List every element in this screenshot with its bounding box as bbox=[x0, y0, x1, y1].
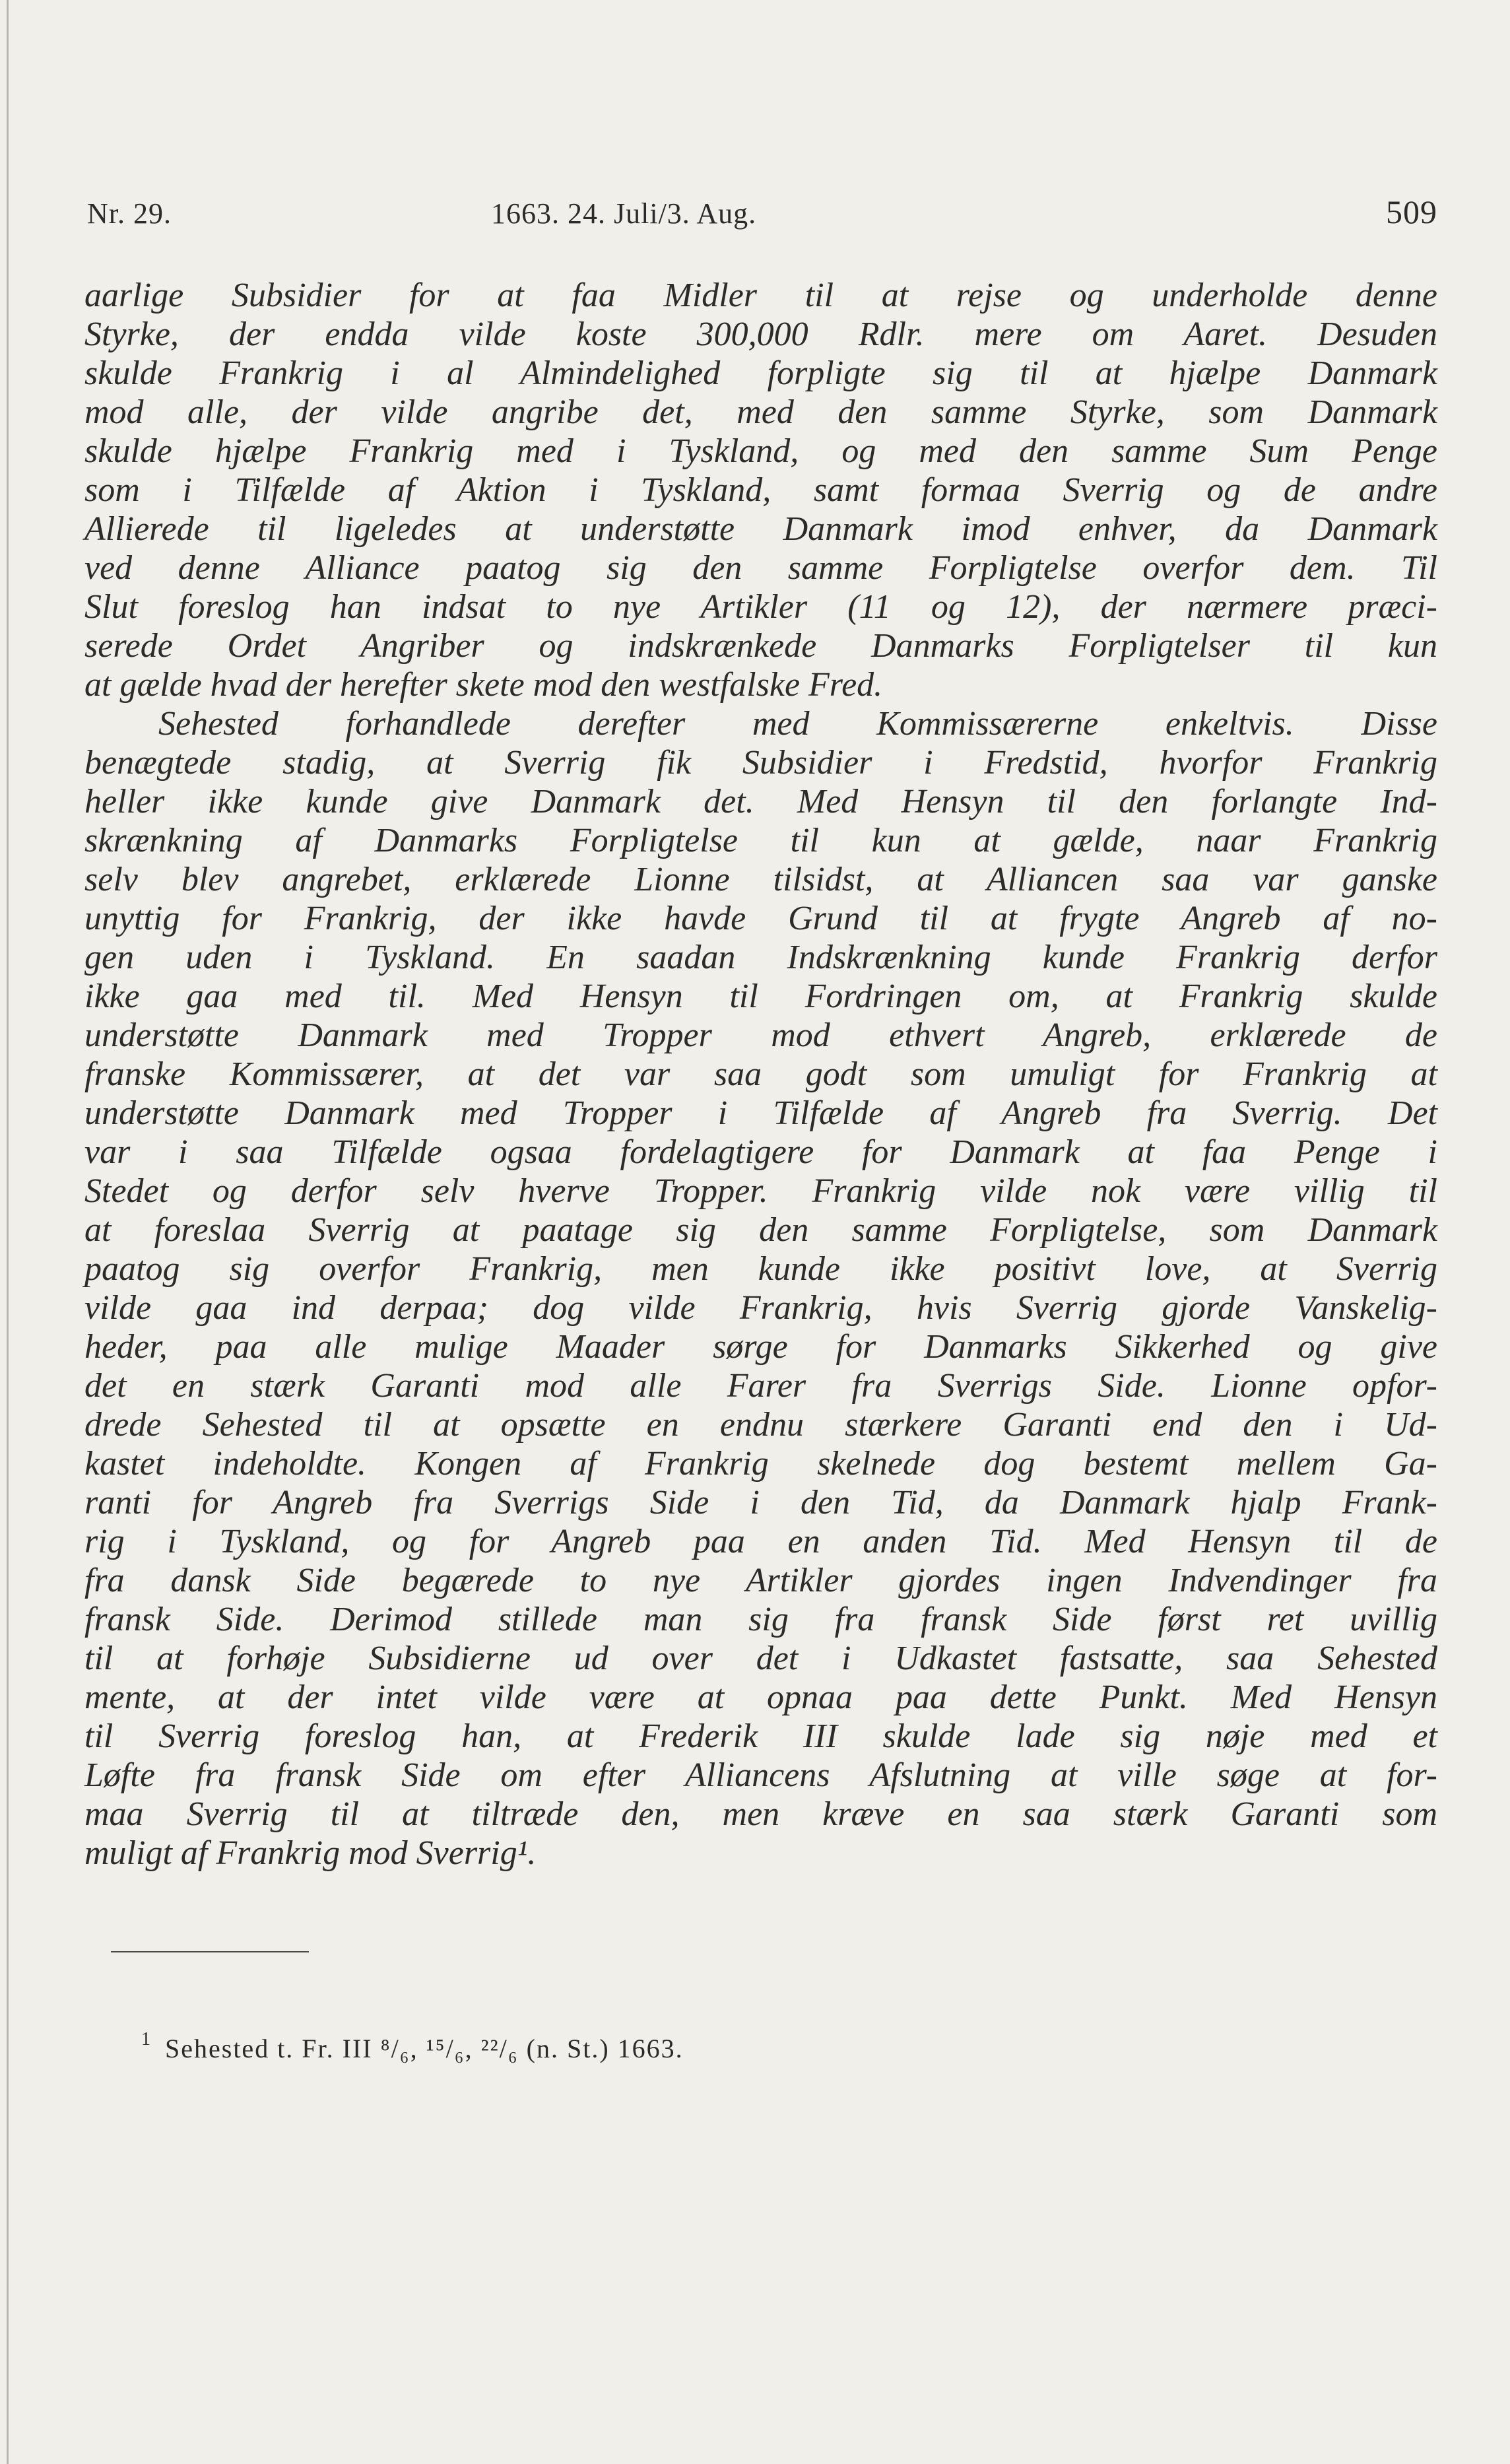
text-line: Stedet og derfor selv hverve Tropper. Frankrig vilde nok være villig til bbox=[84, 1172, 1437, 1210]
header-date: 1663. 24. Juli/3. Aug. bbox=[491, 197, 757, 230]
text-line: at foreslaa Sverrig at paatage sig den samme Forpligtelse, som Danmark bbox=[84, 1211, 1437, 1249]
text-line: aarlige Subsidier for at faa Midler til at rejse og underholde denne bbox=[84, 277, 1437, 314]
text-line: serede Ordet Angriber og indskrænkede Danmarks Forpligtelser til kun bbox=[84, 627, 1437, 665]
text-line: mente, at der intet vilde være at opnaa paa dette Punkt. Med Hensyn bbox=[84, 1679, 1437, 1716]
text-line: fransk Side. Derimod stillede man sig fra fransk Side først ret uvillig bbox=[84, 1601, 1437, 1638]
text-line: skulde hjælpe Frankrig med i Tyskland, og med den samme Sum Penge bbox=[84, 432, 1437, 470]
text-line: heller ikke kunde give Danmark det. Med Hensyn til den forlangte Ind- bbox=[84, 783, 1437, 820]
text-line: muligt af Frankrig mod Sverrig¹. bbox=[84, 1834, 537, 1872]
footnote-divider bbox=[111, 1951, 309, 1952]
text-line: til Sverrig foreslog han, at Frederik III skulde lade sig nøje med et bbox=[84, 1717, 1437, 1755]
header-document-number: Nr. 29. bbox=[87, 197, 172, 230]
text-line: Slut foreslog han indsat to nye Artikler (11 og 12), der nærmere præci- bbox=[84, 588, 1437, 626]
text-line: Løfte fra fransk Side om efter Alliancens Afslutning at ville søge at for- bbox=[84, 1756, 1437, 1794]
running-header bbox=[87, 193, 1437, 243]
text-line: rig i Tyskland, og for Angreb paa en anden Tid. Med Hensyn til de bbox=[84, 1523, 1437, 1560]
text-line: Sehested forhandlede derefter med Kommissærerne enkeltvis. Disse bbox=[158, 705, 1437, 743]
text-line: understøtte Danmark med Tropper i Tilfælde af Angreb fra Sverrig. Det bbox=[84, 1094, 1437, 1132]
text-line: vilde gaa ind derpaa; dog vilde Frankrig, hvis Sverrig gjorde Vanskelig- bbox=[84, 1289, 1437, 1327]
text-line: heder, paa alle mulige Maader sørge for Danmarks Sikkerhed og give bbox=[84, 1328, 1437, 1366]
text-line: unyttig for Frankrig, der ikke havde Grund til at frygte Angreb af no- bbox=[84, 900, 1437, 937]
text-line: til at forhøje Subsidierne ud over det i Udkastet fastsatte, saa Sehested bbox=[84, 1640, 1437, 1677]
body-text bbox=[84, 276, 1437, 1873]
text-line: paatog sig overfor Frankrig, men kunde ikke positivt love, at Sverrig bbox=[84, 1250, 1437, 1288]
page-number: 509 bbox=[1386, 193, 1437, 230]
footnote-marker: 1 bbox=[141, 2029, 150, 2049]
text-line: selv blev angrebet, erklærede Lionne tilsidst, at Alliancen saa var ganske bbox=[84, 861, 1437, 898]
text-line: var i saa Tilfælde ogsaa fordelagtigere for Danmark at faa Penge i bbox=[84, 1133, 1437, 1171]
text-line: ikke gaa med til. Med Hensyn til Fordringen om, at Frankrig skulde bbox=[84, 978, 1437, 1015]
text-line: at gælde hvad der herefter skete mod den westfalske Fred. bbox=[84, 666, 883, 704]
text-line: ranti for Angreb fra Sverrigs Side i den Tid, da Danmark hjalp Frank- bbox=[84, 1484, 1437, 1521]
text-line: gen uden i Tyskland. En saadan Indskrænkning kunde Frankrig derfor bbox=[84, 939, 1437, 976]
text-line: Styrke, der endda vilde koste 300,000 Rdlr. mere om Aaret. Desuden bbox=[84, 316, 1437, 353]
text-line: ved denne Alliance paatog sig den samme Forpligtelse overfor dem. Til bbox=[84, 549, 1437, 587]
text-line: Allierede til ligeledes at understøtte Danmark imod enhver, da Danmark bbox=[84, 510, 1437, 548]
text-line: drede Sehested til at opsætte en endnu stærkere Garanti end den i Ud- bbox=[84, 1406, 1437, 1444]
text-line: franske Kommissærer, at det var saa godt som umuligt for Frankrig at bbox=[84, 1055, 1437, 1093]
text-line: kastet indeholdte. Kongen af Frankrig skelnede dog bestemt mellem Ga- bbox=[84, 1445, 1437, 1482]
text-line: skrænkning af Danmarks Forpligtelse til kun at gælde, naar Frankrig bbox=[84, 822, 1437, 859]
text-line: som i Tilfælde af Aktion i Tyskland, samt formaa Sverrig og de andre bbox=[84, 471, 1437, 509]
footnote: Sehested t. Fr. III ⁸/₆, ¹⁵/₆, ²²/₆ (n. St.) 1663. bbox=[165, 2034, 684, 2063]
text-line: maa Sverrig til at tiltræde den, men kræve en saa stærk Garanti som bbox=[84, 1795, 1437, 1833]
text-line: understøtte Danmark med Tropper mod ethvert Angreb, erklærede de bbox=[84, 1016, 1437, 1054]
text-line: benægtede stadig, at Sverrig fik Subsidier i Fredstid, hvorfor Frankrig bbox=[84, 744, 1437, 782]
text-line: skulde Frankrig i al Almindelighed forpligte sig til at hjælpe Danmark bbox=[84, 354, 1437, 392]
text-line: fra dansk Side begærede to nye Artikler gjordes ingen Indvendinger fra bbox=[84, 1562, 1437, 1599]
page-edge bbox=[7, 0, 9, 2464]
text-line: mod alle, der vilde angribe det, med den samme Styrke, som Danmark bbox=[84, 393, 1437, 431]
text-line: det en stærk Garanti mod alle Farer fra Sverrigs Side. Lionne opfor- bbox=[84, 1367, 1437, 1405]
